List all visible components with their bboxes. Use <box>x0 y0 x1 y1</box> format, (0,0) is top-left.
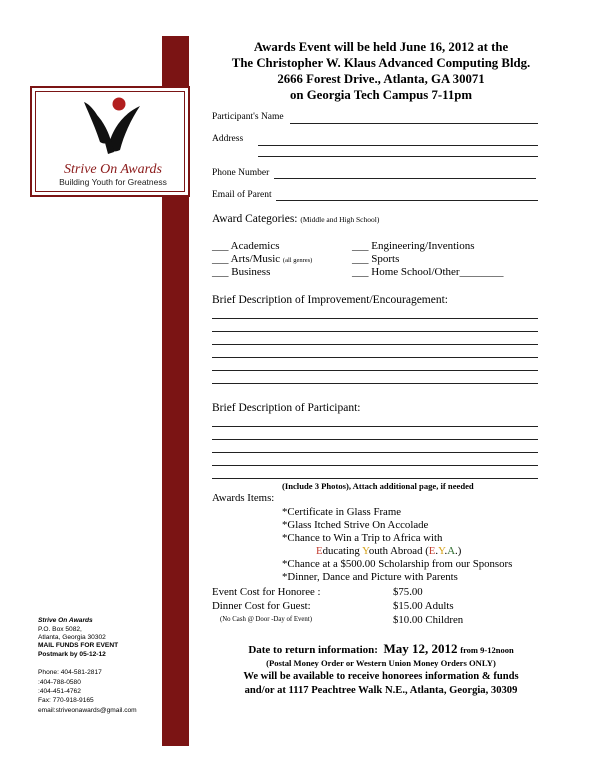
header-line-4: on Georgia Tech Campus 7-11pm <box>289 88 473 102</box>
eya-dot: . <box>444 545 448 557</box>
logo-panel <box>30 86 190 197</box>
logo-title: Strive On Awards <box>63 162 162 177</box>
category-label: Arts/Music <box>230 253 281 265</box>
award-item: *Chance to Win a Trip to Africa with <box>282 532 443 544</box>
email-parent-label: Email of Parent <box>212 190 272 200</box>
eya-abbr-a: A <box>447 545 456 557</box>
brief-participant-heading: Brief Description of Participant: <box>212 402 361 414</box>
guest-adult-price: $15.00 Adults <box>393 600 454 612</box>
mailing-phone-2: :404-788-0580 <box>38 679 81 686</box>
improvement-line[interactable] <box>212 357 538 358</box>
award-item: *Glass Itched Strive On Accolade <box>282 519 429 531</box>
participant-name-field[interactable] <box>290 123 538 124</box>
eya-line <box>316 545 461 557</box>
availability-line-1: We will be available to receive honorees information & funds <box>243 671 519 682</box>
logo-subtitle: Building Youth for Greatness <box>59 177 167 187</box>
award-categories-title: Award Categories: <box>212 213 298 225</box>
participant-line[interactable] <box>212 478 538 479</box>
mailing-funds-note: MAIL FUNDS FOR EVENT <box>38 642 119 649</box>
improvement-line[interactable] <box>212 344 538 345</box>
return-date-line <box>200 641 562 657</box>
participant-line[interactable] <box>212 426 538 427</box>
category-label: Academics <box>230 240 280 252</box>
category-blank: ___ <box>212 240 229 252</box>
honoree-cost-label: Event Cost for Honoree : <box>212 586 321 598</box>
category-business[interactable] <box>212 266 270 278</box>
mailing-postmark: Postmark by 05-12-12 <box>38 651 106 658</box>
improvement-line[interactable] <box>212 383 538 384</box>
address-field-line-2[interactable] <box>258 156 538 157</box>
mailing-email: email:striveonawards@gmail.com <box>38 707 137 714</box>
guest-cost-label: Dinner Cost for Guest: <box>212 600 311 612</box>
event-header <box>200 39 562 103</box>
category-academics[interactable] <box>212 240 280 252</box>
improvement-line[interactable] <box>212 370 538 371</box>
category-sports[interactable] <box>352 253 399 265</box>
category-label: Home School/Other________ <box>371 266 504 278</box>
availability-line-2: and/or at 1117 Peachtree Walk N.E., Atlanta, Georgia, 30309 <box>244 685 518 696</box>
award-categories-note: (Middle and High School) <box>300 215 380 224</box>
eya-letter-e: E <box>316 545 323 557</box>
improvement-line[interactable] <box>212 318 538 319</box>
category-blank: ___ <box>212 266 229 278</box>
photos-note: (Include 3 Photos), Attach additional page, if needed <box>282 481 474 491</box>
participant-name-label: Participant's Name <box>212 112 284 122</box>
guest-child-price: $10.00 Children <box>393 614 464 626</box>
category-blank: ___ <box>352 240 369 252</box>
brief-improvement-heading: Brief Description of Improvement/Encouragement: <box>212 294 448 306</box>
return-label: Date to return information: <box>248 644 378 656</box>
mailing-phone-3: :404-451-4762 <box>38 688 81 695</box>
payment-note: (Postal Money Order or Western Union Money Orders ONLY) <box>266 658 496 668</box>
awards-items-heading: Awards Items: <box>212 492 275 504</box>
phone-label: Phone Number <box>212 168 270 178</box>
return-time: from 9-12noon <box>460 645 514 655</box>
header-line-2: The Christopher W. Klaus Advanced Computing Bldg. <box>231 56 531 70</box>
eya-text: outh Abroad ( <box>368 545 429 557</box>
phone-field[interactable] <box>274 178 536 179</box>
award-categories-heading <box>212 213 379 225</box>
category-blank: ___ <box>352 253 369 265</box>
eya-letter-y: Y <box>362 545 369 557</box>
mailing-box: P.O. Box 5082, <box>38 626 82 633</box>
mailing-fax: Fax: 770-918-9165 <box>38 697 94 704</box>
header-line-1: Awards Event will be held June 16, 2012 at the <box>253 40 509 54</box>
award-item: *Chance at a $500.00 Scholarship from our Sponsors <box>282 558 513 570</box>
category-label: Sports <box>371 253 400 265</box>
improvement-line[interactable] <box>212 331 538 332</box>
no-cash-note: (No Cash @ Door -Day of Event) <box>220 616 312 623</box>
eya-text: ducating <box>322 545 363 557</box>
category-label: Engineering/Inventions <box>371 240 475 252</box>
arts-genre-note: (all genres) <box>282 257 313 264</box>
award-item: *Dinner, Dance and Picture with Parents <box>282 571 458 583</box>
category-engineering[interactable] <box>352 240 475 252</box>
return-date: May 12, 2012 <box>383 641 458 656</box>
logo-frame <box>35 91 185 192</box>
eya-abbr-e: E <box>428 545 436 557</box>
participant-line[interactable] <box>212 465 538 466</box>
mailing-phone-1: Phone: 404-581-2817 <box>38 669 102 676</box>
honoree-cost-value: $75.00 <box>393 586 423 598</box>
logo-figure-icon <box>36 92 190 162</box>
email-parent-field[interactable] <box>276 200 538 201</box>
category-home-school[interactable] <box>352 266 504 278</box>
category-arts-music[interactable] <box>212 253 312 265</box>
eya-dot: . <box>435 545 439 557</box>
eya-abbr-y: Y <box>438 545 445 557</box>
participant-line[interactable] <box>212 439 538 440</box>
category-blank: ___ <box>352 266 369 278</box>
mailing-city: Atlanta, Georgia 30302 <box>38 634 106 641</box>
mailing-org: Strive On Awards <box>38 617 93 624</box>
address-field-line-1[interactable] <box>258 145 538 146</box>
address-label: Address <box>212 134 244 144</box>
category-blank: ___ <box>212 253 229 265</box>
eya-close: .) <box>455 545 462 557</box>
category-label: Business <box>231 266 271 278</box>
award-item: *Certificate in Glass Frame <box>282 506 402 518</box>
participant-line[interactable] <box>212 452 538 453</box>
header-line-3: 2666 Forest Drive., Atlanta, GA 30071 <box>277 72 485 86</box>
